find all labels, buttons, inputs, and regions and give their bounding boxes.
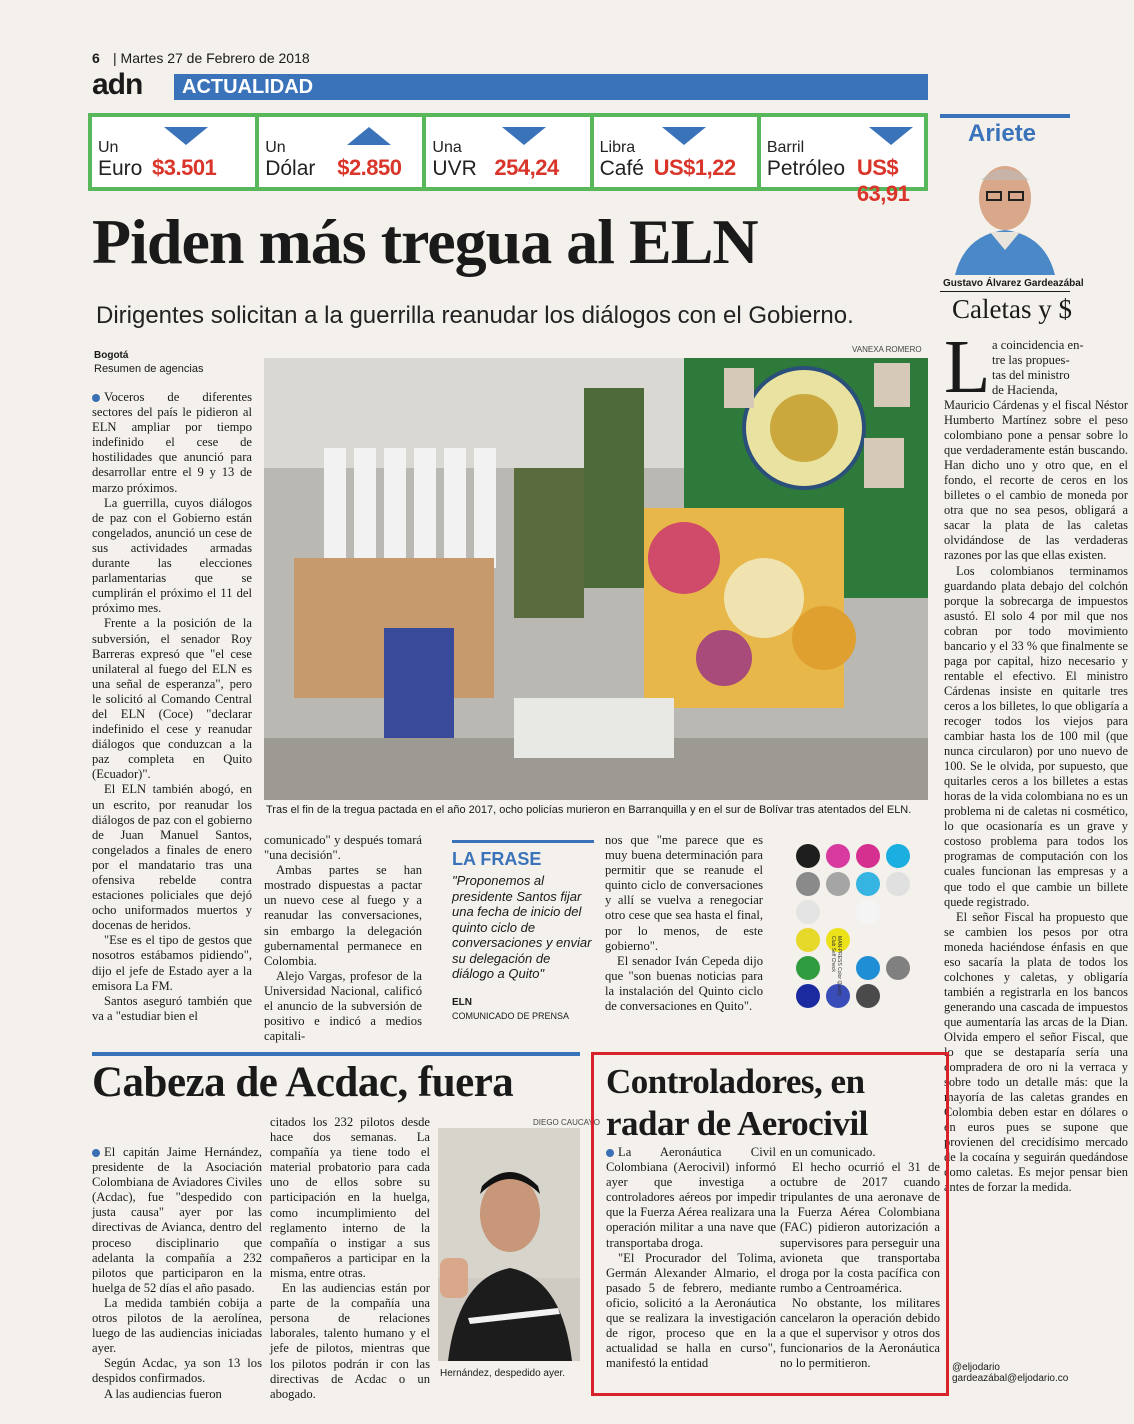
color-swatch <box>796 844 820 868</box>
divider <box>940 291 1070 292</box>
paragraph: nos que "me parece que es muy buena determinación para permitir que se reanude el quinto ciclo de conversaciones y allí se vuelva a renegociar otro cese que sea hasta el final, por lo menos, de este gobierno". <box>605 833 763 953</box>
text-line: tas del ministro <box>992 368 1070 383</box>
color-swatch <box>796 872 820 896</box>
indicator-value: $3.501 <box>152 155 217 180</box>
drop-cap: L <box>944 325 991 409</box>
author-portrait <box>945 150 1065 275</box>
indicator-label: Un <box>98 139 119 156</box>
paragraph: citados los 232 pilotos desde hace dos semanas. La compañía ya tiene todo el material probatorio para cada uno de ellos sobre su participación en la huelga, como incumplimiento del reglamento interno de la compañía o instigar a sus compañeros a participar en la misma, entre otras. <box>270 1115 430 1280</box>
indicator-uvr <box>426 117 589 187</box>
trend-down-icon <box>662 127 706 145</box>
paragraph: El capitán Jaime Hernández, presidente de la Asociación Colombiana de Aviadores Civiles (Acdac), fue "despedido con justa causa" ayer por las directivas de Avianca, dentro del proceso disciplinario que adelanta la compañía a 232 pilotos que participaron en la huelga de 52 días el año pasado. <box>92 1145 262 1295</box>
color-control-chart <box>788 836 918 1016</box>
paragraph: Frente a la posición de la subversión, el senador Roy Barreras expresó que "el cese unilateral al fuego del ELN es una señal de esperanza", pero le solicitó al Comando Central del ELN (Coce) "declarar indefinido el cese y reanudar diálogos que conduzcan a la paz completa en Quito (Ecuador)". <box>92 616 252 782</box>
column-intro-lines <box>992 338 1128 398</box>
paragraph: "Ese es el tipo de gestos que nosotros estábamos pidiendo", dijo el jefe de Estado ayer a la emisora La FM. <box>92 933 252 993</box>
main-story-column-3 <box>605 833 763 1014</box>
headline-line: radar de Aerocivil <box>606 1104 868 1143</box>
paragraph: en un comunicado. <box>780 1145 876 1159</box>
headline-line: Controladores, en <box>606 1062 865 1101</box>
column-contact <box>952 1362 1068 1384</box>
color-swatch <box>856 900 880 924</box>
main-story-column-1 <box>92 390 252 1024</box>
aerocivil-column-1 <box>606 1145 776 1371</box>
indicator-cafe <box>594 117 757 187</box>
text-line: tre las propues- <box>992 353 1070 368</box>
photo-caption: Tras el fin de la tregua pactada en el año 2017, ocho policías murieron en Barranquilla y en el sur de Bolívar tras atentados del ELN. <box>266 804 912 816</box>
indicator-name: Euro <box>98 157 143 180</box>
twitter-handle: @eljodario <box>952 1362 1000 1373</box>
indicator-dolar <box>259 117 422 187</box>
acdac-headline: Cabeza de Acdac, fuera <box>92 1059 514 1106</box>
indicator-value: US$ 63,91 <box>856 155 910 206</box>
adn-logo: adn <box>92 68 143 101</box>
paragraph: "El Procurador del Tolima, Germán Alexander Almario, el pasado 5 de febrero, mediante oficio, solicitó a la Aeronáutica que se realizara la investigación de rigor, proceso que en la actualidad se halla en curso", manifestó la entidad <box>606 1250 776 1371</box>
paragraph: El ELN también abogó, en un escrito, por reanudar los diálogos de paz con el gobierno de Juan Manuel Santos, congelados a finales de enero por el mandatario tras una ofensiva rebelde contra estaciones policiales que dejó ocho uniformados muertos y docenas de heridos. <box>92 782 252 933</box>
paragraph: La medida también cobija a otros pilotos de la aerolínea, luego de las audiencias iniciadas ayer. <box>92 1295 262 1356</box>
main-story-column-2 <box>264 833 422 1044</box>
paragraph: comunicado" y después tomará "una decisión". <box>264 833 422 863</box>
bullet-icon <box>92 1149 100 1157</box>
bullet-icon <box>92 394 100 402</box>
acdac-column-1 <box>92 1145 262 1402</box>
email-address: gardeazábal@eljodario.co <box>952 1373 1069 1384</box>
paragraph: No obstante, los militares cancelaron la operación debido a que el supervisor y otros dos funcionarios de la Aeronáutica no lo permitieron. <box>780 1295 940 1371</box>
main-subhead: Dirigentes solicitan a la guerrilla reanudar los diálogos con el Gobierno. <box>96 302 854 329</box>
dateline: Bogotá <box>94 350 129 361</box>
color-swatch <box>856 872 880 896</box>
section-rule <box>92 1052 580 1056</box>
color-swatch <box>886 956 910 980</box>
section-label: ACTUALIDAD <box>174 74 928 100</box>
color-swatch <box>886 872 910 896</box>
paragraph: El hecho ocurrió el 31 de octubre de 2017 cuando tripulantes de una aeronave de la Fuerza Aérea Colombiana (FAC) pidieron autorización a supervisores para perseguir una avioneta que transportaba droga por la costa pacífica con rumbo a Centroamérica. <box>780 1160 940 1295</box>
color-swatch <box>856 844 880 868</box>
indicator-euro <box>92 117 255 187</box>
paragraph: En las audiencias están por parte de la compañía una persona de relaciones laborales, talento humano y el jefe de pilotos, mientras que los pilotos podrán ir con las directivas de Acdac o un abogado. <box>270 1281 430 1401</box>
color-swatch <box>796 900 820 924</box>
text-line: a coincidencia en- <box>992 338 1084 352</box>
paragraph: Los colombianos terminamos guardando plata debajo del colchón porque la sobrecarga de impuestos asustó. El solo 4 por mil que nos cobran por todo movimiento bancario y el 33 % que finalmente se paga por capital, hizo necesario y rentable el efectivo. El ministro Cárdenas insiste en quitarle tres ceros a los billetes, lo que obligaría a recoger todos los viejos para cambiar hasta los de 100 mil (que nunca circularon) por uno nuevo de 100. Se le olvida, por supuesto, que quitarles ceros a los billetes a estas horas de la vida colombiana no es un problema ni de caletas ni cosmético, lo que ocasionaría es un grave y costoso problema para todos los programas de computación con los cuales funcionan las empresas y a que todo el que cambie un billete quede registrado. <box>944 563 1128 909</box>
paragraph: La guerrilla, cuyos diálogos de paz con el Gobierno están congelados, anunció un cese de sus actividades armadas durante las elecciones parlamentarias que se cumplirán el próximo el 11 del próximo mes. <box>92 495 252 616</box>
trend-down-icon <box>869 127 913 145</box>
photo-credit: VANEXA ROMERO <box>852 345 922 354</box>
indicator-name: UVR <box>432 157 477 180</box>
color-swatch <box>886 844 910 868</box>
column-body <box>944 398 1128 1195</box>
acdac-column-2 <box>270 1115 430 1402</box>
trend-up-icon <box>347 127 391 145</box>
indicator-label: Barril <box>766 139 805 156</box>
acdac-photo-caption: Hernández, despedido ayer. <box>440 1368 566 1379</box>
aerocivil-column-2 <box>780 1145 940 1371</box>
indicator-value: 254,24 <box>494 155 559 180</box>
text-line: de Hacienda, <box>992 383 1058 398</box>
paragraph: A las audiencias fueron <box>104 1386 222 1401</box>
paragraph: Mauricio Cárdenas y el fiscal Néstor Humberto Martínez sobre el peso colombiano pone a pensar sobre lo que verdaderamente están buscando. Han dicho uno y otro que, en el fondo, el recorte de ceros en los billetes o el cambio de moneda por otra que no sea pesos, obligará a sacar la plata de las caletas olvidándose de las verdaderas razones por las que ellas existen. <box>944 398 1128 563</box>
column-section-title: Ariete <box>968 120 1037 147</box>
paragraph: Ambas partes se han mostrado dispuestas a pactar un nuevo cese al fuego y a reanudar las conversaciones, sin embargo la delegación gubernamental permanece en Colombia. <box>264 863 422 968</box>
la-frase-source-detail: COMUNICADO DE PRENSA <box>452 1011 570 1021</box>
page-number: 6 <box>92 50 100 66</box>
paragraph: La Aeronáutica Civil Colombiana (Aerocivil) informó ayer que investiga a controladores aéreos por impedir que la Fuerza Aérea realizara una operación militar a una nave que transportaba droga. <box>606 1145 776 1250</box>
indicator-name: Dólar <box>265 157 316 180</box>
color-swatch <box>826 844 850 868</box>
indicator-label: Una <box>432 139 462 156</box>
source-line: Resumen de agencias <box>94 363 204 375</box>
indicator-label: Libra <box>599 139 636 156</box>
indicator-name: Café <box>599 157 644 180</box>
indicator-value: $2.850 <box>337 155 402 180</box>
la-frase-title: LA FRASE <box>452 840 594 868</box>
paragraph: El señor Fiscal ha propuesto que se cambien los pesos por otra moneda haciéndose énfasis en que eso sacaría la plata de todos los colchones y caletas, y obligaría también a registrarla en los bancos generando una cascada de impuestos que aumentaría las arcas de la Dian. Olvida empero el señor Fiscal, que lo que se destaparía sería una compradera de oro ni la verraca y sobre todo un detalle más: que la mayoría de las caletas grandes en Colombia deben estar en dólares o en euros pues se supone que provienen del crecidísimo mercado de la cocaína y seguirán quedándose como caletas. Es mejor pensar bien antes de forzar la medida. <box>944 909 1128 1195</box>
photo-credit: DIEGO CAUCAYO <box>533 1118 600 1127</box>
economic-indicators <box>88 113 928 206</box>
paragraph: Según Acdac, ya son 13 los despidos confirmados. <box>92 1356 262 1386</box>
acdac-photo <box>438 1128 580 1361</box>
indicator-value: US$1,22 <box>653 155 736 180</box>
bullet-icon <box>606 1149 614 1157</box>
paragraph: El senador Iván Cepeda dijo que "son buenas noticias para la instalación del Quinto ciclo de conversaciones en Quito". <box>605 953 763 1014</box>
column-author: Gustavo Álvarez Gardeazábal <box>943 278 1084 289</box>
la-frase-quote: "Proponemos al presidente Santos fijar una fecha de inicio del quinto ciclo de conversaciones y enviar su delegación de diálogo a Quito" <box>452 873 592 981</box>
page-date: | Martes 27 de Febrero de 2018 <box>113 50 310 66</box>
indicator-petroleo <box>761 117 924 206</box>
paragraph: Voceros de diferentes sectores del país le pidieron al ELN ampliar por tiempo indefinido el cese de hostilidades que anunció para desarrollar entre el 9 y 13 de marzo próximos. <box>92 390 252 495</box>
color-swatch <box>856 956 880 980</box>
aerocivil-headline <box>606 1061 868 1145</box>
color-chart-label: MAN-PRESS Color Quality Club Self Check <box>830 936 842 997</box>
paragraph: Santos aseguró también que va a "estudiar bien el <box>92 993 252 1023</box>
indicator-name: Petróleo <box>766 157 846 180</box>
main-headline: Piden más tregua al ELN <box>92 206 758 277</box>
paragraph: Alejo Vargas, profesor de la Universidad Nacional, calificó el anuncio de la subversión de positivo e indicó a medios capitali- <box>264 968 422 1044</box>
la-frase-source: ELN <box>452 997 472 1008</box>
ariete-rule <box>940 114 1070 118</box>
color-swatch <box>796 956 820 980</box>
color-swatch <box>826 872 850 896</box>
color-swatch <box>796 984 820 1008</box>
indicator-label: Un <box>265 139 286 156</box>
color-swatch <box>856 984 880 1008</box>
main-photo <box>264 358 928 800</box>
column-title: Caletas y $ <box>952 294 1072 324</box>
trend-down-icon <box>164 127 208 145</box>
trend-down-icon <box>502 127 546 145</box>
color-swatch <box>796 928 820 952</box>
